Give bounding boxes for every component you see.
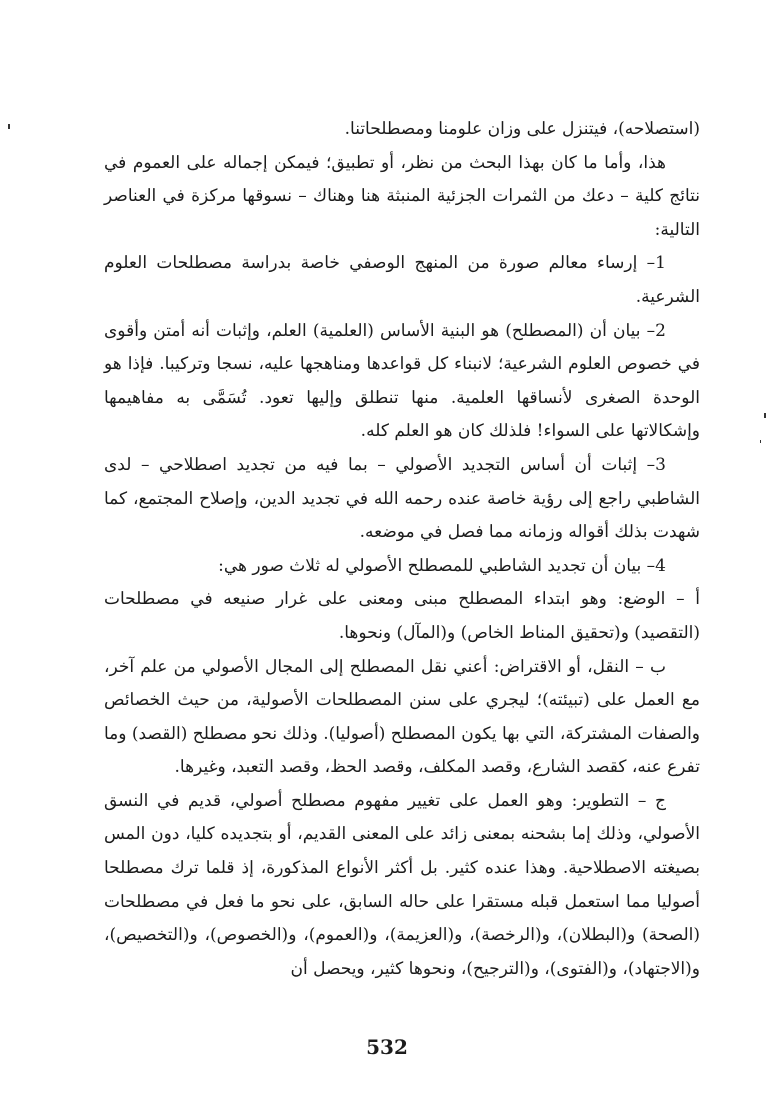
scan-artifact-mark [8, 124, 10, 129]
paragraph-point-4: 4– بيان أن تجديد الشاطبي للمصطلح الأصولي له ثلاث صور هي: [218, 555, 666, 576]
paragraph-point-1: 1– إرساء معالم صورة من المنهج الوصفي خاصة بدراسة مصطلحات العلوم الشرعية. [104, 253, 700, 307]
paragraph-subpoint-c: ج – التطوير: وهو العمل على تغيير مفهوم مصطلح أصولي، قديم في النسق الأصولي، وذلك إما بشحنه بمعنى زائد على المعنى القديم، أو بتجديده كليا، دون المس بصيغته الاصطلاحية. وهذا عنده كثير. بل أكثر الأنواع المذكورة، إذ قلما ترك مصطلحا أصوليا مما استعمل قبله مستقرا على حاله السابق، على نحو ما فعل في مصطلحات (الصحة) و(البطلان)، و(الرخصة)، و(العزيمة)، و(العموم)، و(الخصوص)، و(التخصيص)، و(الاجتهاد)، و(الفتوى)، و(الترجيح)، ونحوها كثير، ويحصل أن [104, 790, 700, 979]
paragraph-subpoint-a: أ – الوضع: وهو ابتداء المصطلح مبنى ومعنى على غرار صنيعه في مصطلحات (التقصيد) و(تحقيق المناط الخاص) و(المآل) ونحوها. [104, 589, 700, 643]
paragraph-point-2: 2– بيان أن (المصطلح) هو البنية الأساس (العلمية) العلم، وإثبات أنه أمتن وأقوى في خصوص العلوم الشرعية؛ لانبناء كل قواعدها ومناهجها عليه، نسجا وتركيبا. فإذا هو الوحدة الصغرى لأنساقها العلمية. منها تنطلق وإليها تعود. تُسَمَّى به مفاهيمها وإشكالاتها على السواء! فلذلك كان هو العلم كله. [104, 320, 700, 442]
paragraph-point-3: 3– إثبات أن أساس التجديد الأصولي – بما فيه من تجديد اصطلاحي – لدى الشاطبي راجع إلى رؤية خاصة عنده رحمه الله في تجديد الدين، وإصلاح المجتمع، كما شهدت بذلك أقواله وزمانه مما فصل في موضعه. [104, 454, 700, 543]
paragraph-subpoint-b: ب – النقل، أو الاقتراض: أعني نقل المصطلح إلى المجال الأصولي من علم آخر، مع العمل على (تبيئته)؛ ليجري على سنن المصطلحات الأصولية، من حيث الخصائص والصفات المشتركة، التي بها يكون المصطلح (أصوليا). وذلك نحو مصطلح (القصد) وما تفرع عنه، كقصد الشارع، وقصد المكلف، وقصد الحظ، وقصد التعبد، وغيرها. [104, 656, 700, 778]
paragraph-summary-intro: هذا، وأما ما كان بهذا البحث من نظر، أو تطبيق؛ فيمكن إجماله على العموم في نتائج كلية – دعك من الثمرات الجزئية المنبثة هنا وهناك – نسوقها مركزة في العناصر التالية: [104, 152, 700, 240]
scan-artifact-mark [760, 440, 761, 443]
paragraph-intro-continuation: (استصلاحه)، فيتنزل على وزان علومنا ومصطلحاتنا. [344, 119, 700, 139]
scan-artifact-mark [764, 413, 766, 418]
page-number: 532 [366, 1035, 408, 1059]
body-text [104, 113, 700, 986]
